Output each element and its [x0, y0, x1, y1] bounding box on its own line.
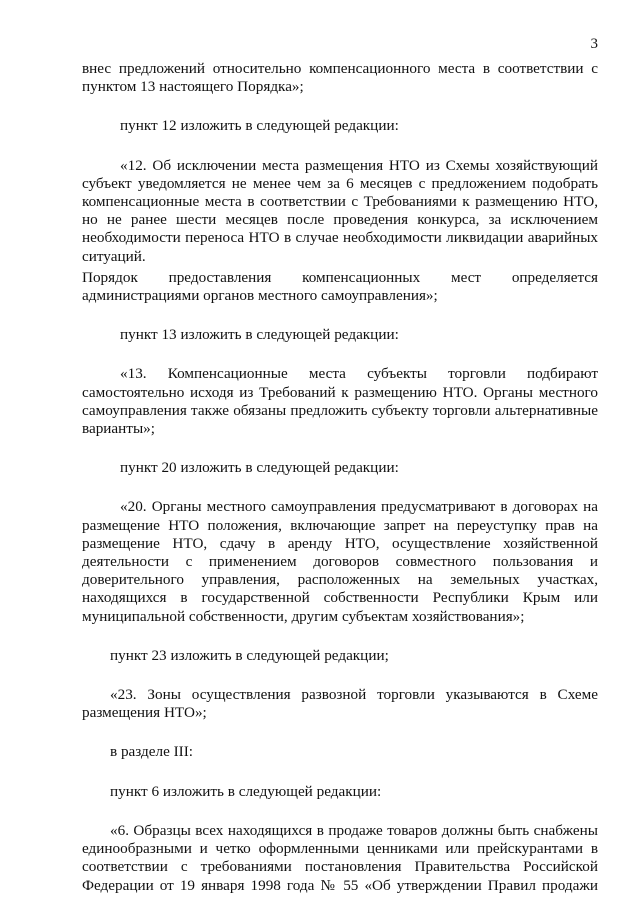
document-body	[82, 60, 598, 895]
paragraph-instruction-13: пункт 13 изложить в следующей редакции:	[120, 326, 399, 344]
paragraph-clause-20: «20. Органы местного самоуправления предусматривают в договорах на размещение НТО положения, включающие запрет на переуступку прав на размещение НТО, сдачу в аренду НТО, осуществление хозяйственной деятельности с применением договоров совместного пользования и доверительного управления, расположенных на земельных участках, находящихся в государственной собственности Республики Крым или муниципальной собственности, другим субъектам хозяйствования»;	[82, 498, 598, 625]
paragraph-instruction-20: пункт 20 изложить в следующей редакции:	[120, 459, 399, 477]
paragraph-clause-12-order: Порядок предоставления компенсационных мест определяется администрациями органов местного самоуправления»;	[82, 268, 598, 305]
paragraph-clause-13: «13. Компенсационные места субъекты торговли подбирают самостоятельно исходя из Требований к размещению НТО. Органы местного самоуправления также обязаны предложить субъекту торговли альтернативные варианты»;	[82, 365, 598, 438]
page-number: 3	[590, 36, 598, 52]
paragraph-clause-23: «23. Зоны осуществления развозной торговли указываются в Схеме размещения НТО»;	[82, 686, 598, 722]
paragraph-clause-6: «6. Образцы всех находящихся в продаже товаров должны быть снабжены единообразными и четко оформленными ценниками или прейскурантами в соответствии с требованиями постановления Правительства Российской Федерации от 19 января 1998 года № 55 «Об утверждении Правил продажи	[82, 821, 598, 894]
paragraph-instruction-12: пункт 12 изложить в следующей редакции:	[120, 117, 399, 135]
paragraph-clause-12: «12. Об исключении места размещения НТО из Схемы хозяйствующий субъект уведомляется не менее чем за 6 месяцев с предложением подобрать компенсационные места в соответствии с Требованиями к размещению НТО, но не ранее шести месяцев после проведения конкурса, за исключением необходимости переноса НТО в случае необходимости ликвидации аварийных ситуаций.	[82, 156, 598, 265]
paragraph-instruction-6: пункт 6 изложить в следующей редакции:	[110, 782, 382, 800]
paragraph-section-3: в разделе III:	[110, 743, 194, 761]
paragraph-continuation: внес предложений относительно компенсационного места в соответствии с пунктом 13 настоящего Порядка»;	[82, 60, 598, 96]
paragraph-instruction-23: пункт 23 изложить в следующей редакции;	[110, 646, 389, 664]
